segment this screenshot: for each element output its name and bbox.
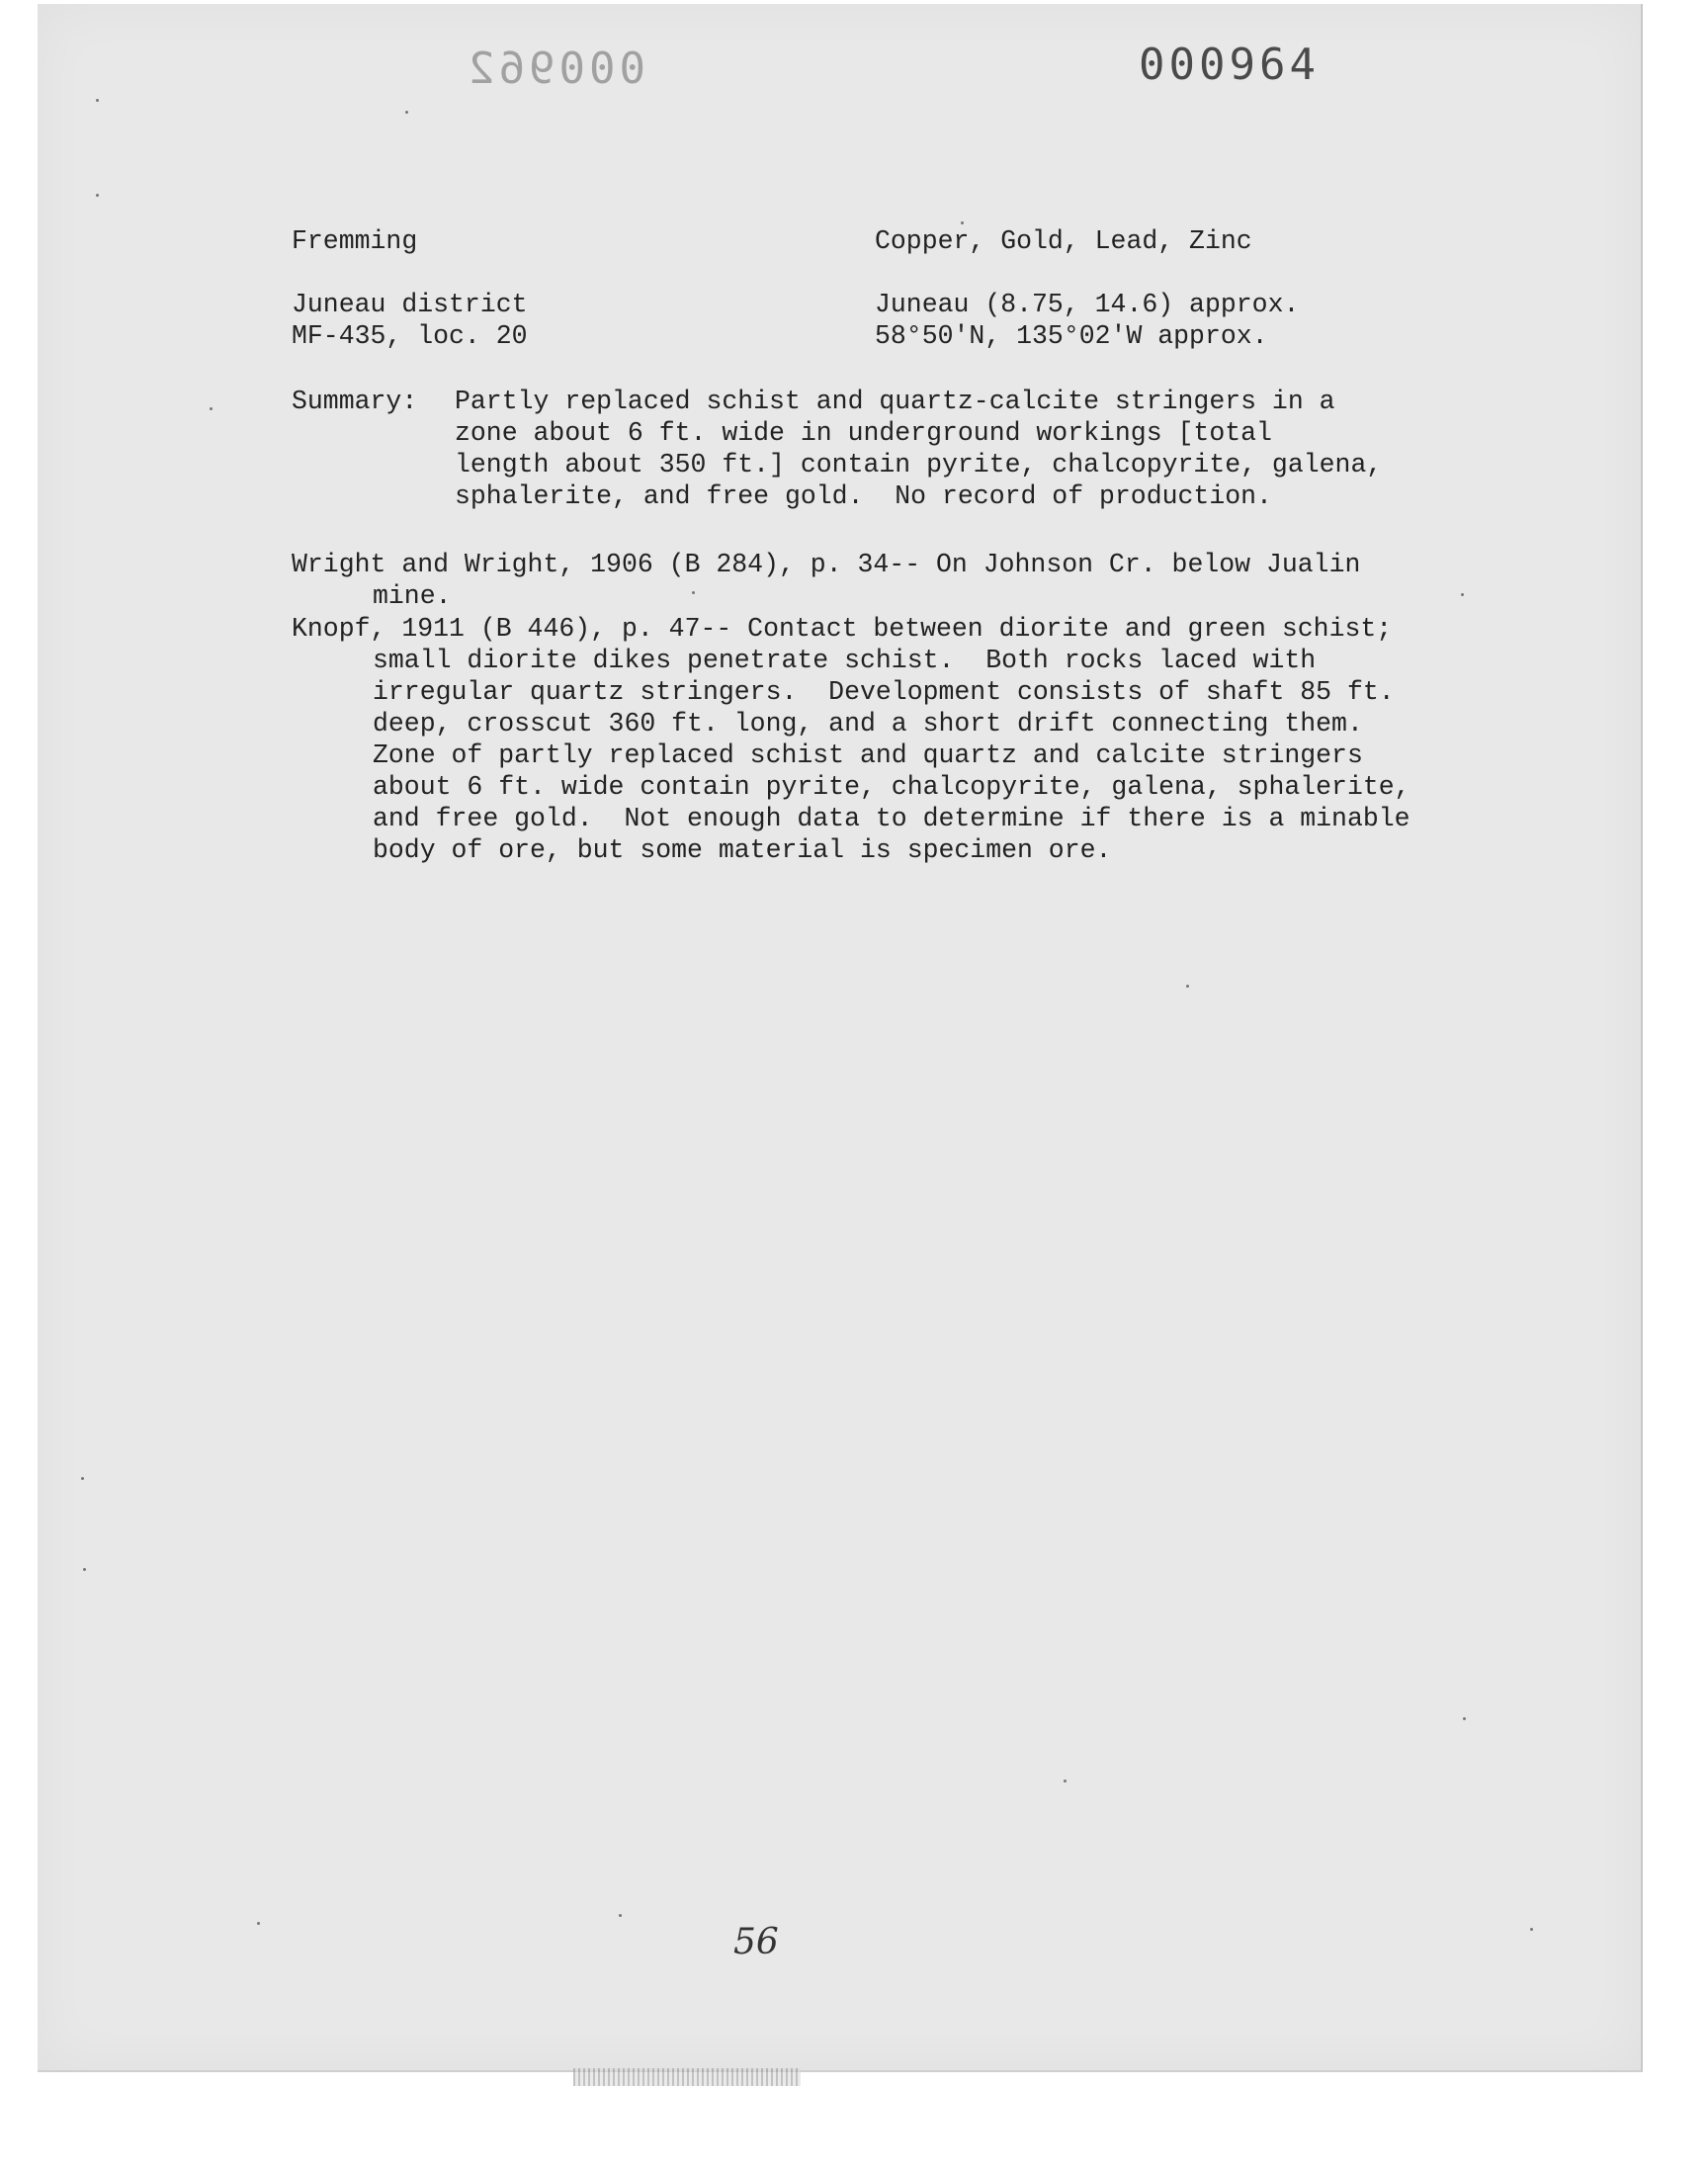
scan-speck [1530,1928,1533,1931]
scan-speck [1064,1780,1067,1783]
reference-line: mine. [373,581,452,611]
page-stamp-number: 000964 [1139,40,1320,90]
mirrored-stamp-number: 000962 [465,44,645,94]
reference-line: body of ore, but some material is specimen ore. [373,835,1112,865]
reference-line: small diorite dikes penetrate schist. Both rocks laced with [373,646,1317,675]
reference-line: irregular quartz stringers. Development consists of shaft 85 ft. [373,677,1395,707]
summary-line: length about 350 ft.] contain pyrite, chalcopyrite, galena, [455,450,1383,479]
property-name: Fremming [292,226,418,256]
summary-line: Partly replaced schist and quartz-calcite stringers in a [455,387,1335,416]
coordinates: 58°50'N, 135°02'W approx. [875,321,1268,351]
handwritten-page-number: 56 [733,1922,779,1962]
scan-artifact-strip [573,2068,801,2086]
map-reference: MF-435, loc. 20 [292,321,528,351]
quadrangle-location: Juneau (8.75, 14.6) approx. [875,290,1300,319]
scan-speck [81,1477,84,1480]
scan-speck [1461,593,1464,596]
reference-line: Knopf, 1911 (B 446), p. 47-- Contact between diorite and green schist; [292,614,1393,644]
summary-label: Summary: [292,387,418,416]
scan-speck [405,111,408,114]
scan-speck [257,1922,260,1925]
reference-line: deep, crosscut 360 ft. long, and a short drift connecting them. [373,709,1363,739]
district: Juneau district [292,290,528,319]
reference-line: and free gold. Not enough data to determine if there is a minable [373,804,1410,833]
scan-speck [961,221,964,224]
reference-line: Wright and Wright, 1906 (B 284), p. 34-- On Johnson Cr. below Jualin [292,550,1361,579]
reference-line: Zone of partly replaced schist and quartz and calcite stringers [373,740,1363,770]
scan-speck [692,591,695,594]
scan-speck [96,99,99,102]
scan-speck [619,1914,622,1917]
summary-line: sphalerite, and free gold. No record of production. [455,481,1272,511]
scan-speck [83,1568,86,1571]
commodities: Copper, Gold, Lead, Zinc [875,226,1252,256]
scan-speck [1186,985,1189,988]
scan-speck [210,407,213,410]
scan-speck [1463,1717,1466,1720]
summary-line: zone about 6 ft. wide in underground workings [total [455,418,1272,448]
document-page [38,4,1643,2072]
reference-line: about 6 ft. wide contain pyrite, chalcopyrite, galena, sphalerite, [373,772,1410,802]
scan-speck [96,194,99,197]
